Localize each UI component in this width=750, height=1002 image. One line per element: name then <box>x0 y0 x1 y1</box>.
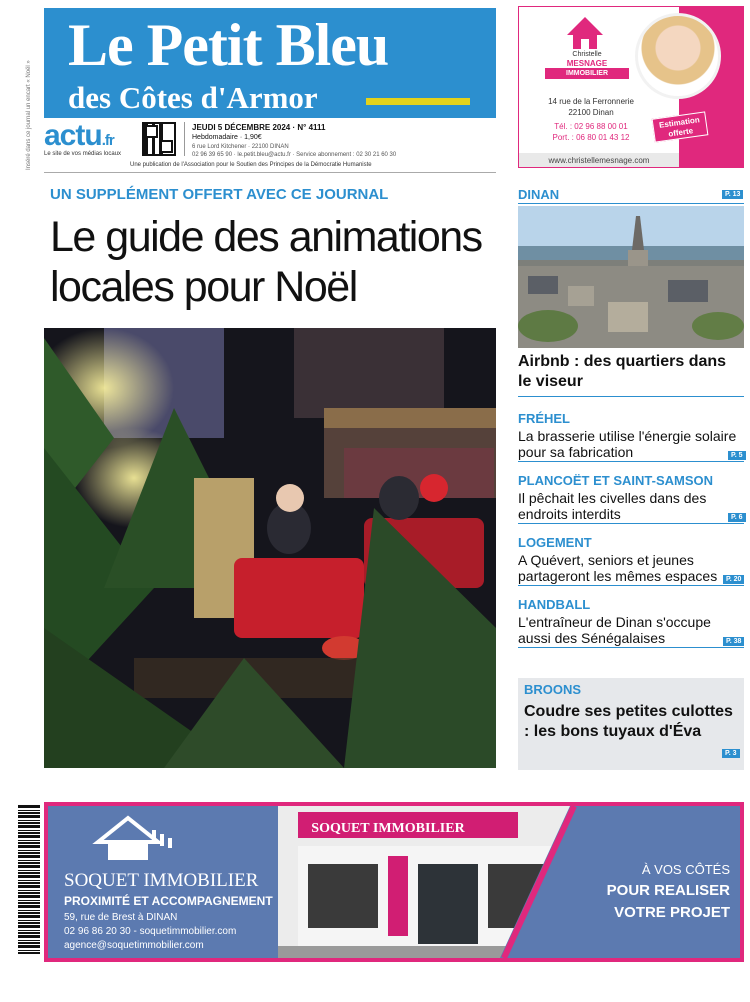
page-ref-handball[interactable]: P. 38 <box>723 637 744 646</box>
photo-illustration <box>518 206 744 348</box>
slogan-line-1: À VOS CÔTÉS <box>641 862 730 877</box>
dinan-aerial-photo[interactable] <box>518 206 744 348</box>
newspaper-subtitle: des Côtes d'Armor <box>68 80 318 115</box>
divider <box>518 647 744 648</box>
masthead-accent-bar <box>366 98 470 105</box>
divider <box>184 122 185 156</box>
slogan-line-2: POUR REALISER <box>606 882 730 899</box>
christmas-market-photo[interactable] <box>44 328 496 768</box>
section-broons[interactable]: BROONS <box>524 682 582 697</box>
agent-first-name: Christelle <box>572 51 602 58</box>
headline-frehel[interactable]: La brasserie utilise l'énergie solaire pour sa fabrication <box>518 428 737 460</box>
headline-logement[interactable]: A Quévert, seniors et jeunes partageront les mêmes espaces <box>518 552 718 584</box>
storefront-sign-text: SOQUET IMMOBILIER <box>311 821 465 836</box>
divider <box>518 585 744 586</box>
photo-illustration <box>44 328 496 768</box>
ad-christelle-mesnage[interactable] <box>518 6 744 168</box>
contact-line: 02 96 39 65 90 · le.petit.bleu@actu.fr · Service abonnement : 02 30 21 60 30 <box>192 152 397 158</box>
newspaper-title: Le Petit Bleu <box>68 12 389 78</box>
agency-address: 59, rue de Brest à DINAN <box>64 912 178 923</box>
ad-panel <box>48 806 740 958</box>
insert-note: Inséré dans ce journal un encart « Noël » <box>26 60 32 170</box>
agent-portrait <box>635 13 721 99</box>
agency-email[interactable]: agence@soquetimmobilier.com <box>64 940 204 951</box>
section-dinan[interactable]: DINAN <box>518 187 560 202</box>
agency-website-link[interactable]: www.christellemesnage.com <box>519 153 679 168</box>
house-logo-icon <box>88 812 178 866</box>
issue-info-bar <box>44 120 496 172</box>
divider <box>518 461 744 462</box>
agency-tagline: PROXIMITÉ ET ACCOMPAGNEMENT <box>64 894 273 908</box>
ad-soquet-immobilier[interactable] <box>44 802 744 962</box>
barcode <box>18 804 40 954</box>
page-ref-broons[interactable]: P. 3 <box>722 749 740 758</box>
main-headline[interactable]: Le guide des animations locales pour Noël <box>50 213 482 311</box>
agency-name: SOQUET IMMOBILIER <box>64 870 259 891</box>
page-ref-dinan[interactable]: P. 13 <box>722 190 743 199</box>
page-ref-frehel[interactable]: P. 5 <box>728 451 746 460</box>
agency-mobile[interactable]: Port. : 06 80 01 43 12 <box>552 133 630 142</box>
actu-logo-suffix: .fr <box>101 132 114 149</box>
main-kicker: UN SUPPLÉMENT OFFERT AVEC CE JOURNAL <box>50 186 389 203</box>
qr-code-icon[interactable] <box>142 122 176 156</box>
divider <box>518 523 744 524</box>
page-ref-logement[interactable]: P. 20 <box>723 575 744 584</box>
headline-dinan[interactable]: Airbnb : des quartiers dans le viseur <box>518 353 727 390</box>
divider <box>518 396 744 397</box>
divider <box>518 203 744 204</box>
slogan-line-3: VOTRE PROJET <box>614 904 730 921</box>
section-handball[interactable]: HANDBALL <box>518 597 591 612</box>
masthead[interactable] <box>44 8 496 118</box>
agent-last-name: MESNAGE <box>566 59 608 68</box>
headline-handball[interactable]: L'entraîneur de Dinan s'occupe aussi des Sénégalaises <box>518 614 711 646</box>
agency-address: 14 rue de la Ferronnerie <box>548 97 634 106</box>
actu-logo-text: actu <box>44 119 102 152</box>
actu-tagline: Le site de vos médias locaux <box>44 151 122 157</box>
headline-plancoet[interactable]: Il pêchait les civelles dans des endroits interdits <box>518 490 707 522</box>
agency-category: IMMOBILIER <box>545 68 629 79</box>
editorial-address: 6 rue Lord Kitchener · 22100 DINAN <box>192 144 289 150</box>
publisher-line: Une publication de l'Association pour le Soutien des Principes de la Démocratie Humaniste <box>130 162 372 168</box>
page-ref-plancoet[interactable]: P. 6 <box>728 513 746 522</box>
headline-broons[interactable]: Coudre ses petites culottes : les bons tuyaux d'Éva <box>524 703 733 740</box>
section-frehel[interactable]: FRÉHEL <box>518 411 570 426</box>
frequency-price: Hebdomadaire · 1,90€ <box>192 134 262 141</box>
house-logo-icon <box>559 13 611 53</box>
issue-date-number: JEUDI 5 DÉCEMBRE 2024 · N° 4111 <box>192 123 326 132</box>
divider <box>44 172 496 173</box>
agency-city: 22100 Dinan <box>568 108 614 117</box>
agency-phone-website[interactable]: 02 96 86 20 30 - soquetimmobilier.com <box>64 926 237 937</box>
agency-phone[interactable]: Tél. : 02 96 88 00 01 <box>554 122 628 131</box>
broons-box[interactable] <box>518 678 744 770</box>
free-estimate-badge: Estimation offerte <box>652 111 709 142</box>
section-logement[interactable]: LOGEMENT <box>518 535 592 550</box>
section-plancoet[interactable]: PLANCOËT ET SAINT-SAMSON <box>518 473 714 488</box>
